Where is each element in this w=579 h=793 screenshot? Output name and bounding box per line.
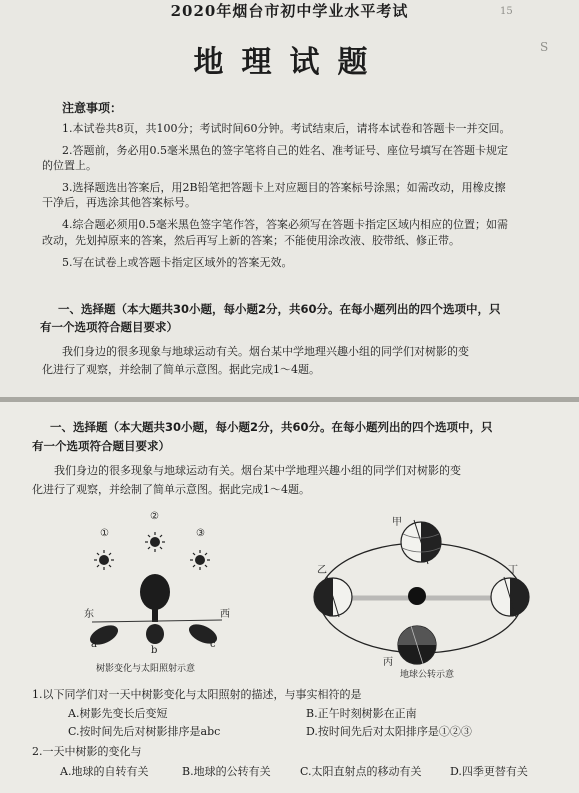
note-3-line-1: 3.选择题选出答案后，用2B铅笔把答题卡上对应题目的答案标号涂黑；如需改动，用橡皮擦 — [62, 181, 506, 194]
question-1-option-a: A.树影先变长后变短 — [68, 707, 168, 720]
question-2-option-c: C.太阳直射点的移动有关 — [300, 765, 422, 778]
bleed-through-text: S — [540, 40, 549, 54]
exam-page-bottom — [0, 402, 579, 793]
sun-label-1: ① — [100, 528, 109, 539]
east-label: 东 — [84, 609, 94, 620]
intro-line-1: 我们身边的很多现象与地球运动有关。烟台某中学地理兴趣小组的同学们对树影的变 — [62, 345, 469, 358]
bleed-through-text: 15 — [500, 6, 513, 17]
notes-heading: 注意事项： — [62, 101, 123, 115]
figure-earth-orbit — [314, 520, 529, 664]
question-1-stem: 1.以下同学们对一天中树影变化与太阳照射的描述，与事实相符的是 — [32, 688, 362, 701]
shadow-label-a: a — [91, 639, 97, 650]
question-1-option-d: D.按时间先后对太阳排序是①②③ — [306, 725, 472, 738]
sun-icon — [408, 587, 426, 605]
orbit-label-bing: 丙 — [383, 657, 393, 668]
west-label: 西 — [220, 609, 230, 620]
section-heading-line-2: 有一个选项符合题目要求） — [32, 439, 170, 453]
sun-icon — [94, 550, 114, 570]
note-5: 5.写在试卷上或答题卡指定区域外的答案无效。 — [62, 256, 293, 269]
figure-caption-tree: 树影变化与太阳照射示意 — [96, 664, 196, 674]
note-4-line-2: 改动，先划掉原来的答案，然后再写上新的答案；不能使用涂改液、胶带纸、修正带。 — [42, 234, 460, 247]
note-1: 1.本试卷共8页，共100分；考试时间60分钟。考试结束后，请将本试卷和答题卡一并交回。 — [62, 122, 511, 135]
note-4-line-1: 4.综合题必须用0.5毫米黑色签字笔作答，答案必须写在答题卡指定区域内相应的位置；如需 — [62, 218, 508, 231]
question-2-option-a: A.地球的自转有关 — [60, 765, 149, 778]
section-heading-line-2: 有一个选项符合题目要求） — [40, 320, 178, 334]
shadow-b — [146, 624, 164, 644]
shadow-label-c: c — [210, 639, 216, 650]
intro-line-2: 化进行了观察，并绘制了简单示意图。据此完成1～4题。 — [32, 483, 310, 496]
sun-icon — [190, 550, 210, 570]
question-1-option-c: C.按时间先后对树影排序是abc — [68, 725, 221, 738]
orbit-label-jia: 甲 — [392, 517, 402, 528]
orbit-label-ding: 丁 — [508, 565, 518, 576]
earth-icon — [491, 577, 529, 617]
earth-icon — [401, 520, 441, 564]
exam-title: 2020年烟台市初中学业水平考试 — [170, 2, 409, 20]
section-heading-line-1: 一、选择题（本大题共30小题，每小题2分，共60分。在每小题列出的四个选项中，只 — [58, 302, 501, 316]
intro-line-2: 化进行了观察，并绘制了简单示意图。据此完成1～4题。 — [42, 363, 320, 376]
exam-subject: 地理试题 — [193, 45, 386, 80]
question-2-option-d: D.四季更替有关 — [450, 765, 528, 778]
orbit-label-yi: 乙 — [317, 565, 327, 576]
question-2-option-b: B.地球的公转有关 — [182, 765, 271, 778]
shadow-label-b: b — [151, 645, 158, 656]
question-2-stem: 2.一天中树影的变化与 — [32, 745, 142, 758]
question-1-option-b: B.正午时刻树影在正南 — [306, 707, 417, 720]
earth-icon — [314, 577, 352, 617]
intro-line-1: 我们身边的很多现象与地球运动有关。烟台某中学地理兴趣小组的同学们对树影的变 — [54, 464, 461, 477]
note-2-line-2: 的位置上。 — [42, 159, 97, 172]
sun-icon — [145, 532, 165, 552]
tree-icon — [140, 574, 170, 622]
earth-icon — [398, 626, 436, 664]
sun-label-2: ② — [150, 511, 159, 522]
figure-caption-orbit: 地球公转示意 — [400, 670, 455, 680]
note-2-line-1: 2.答题前，务必用0.5毫米黑色的签字笔将自己的姓名、准考证号、座位号填写在答题卡规定 — [62, 144, 508, 157]
sun-label-3: ③ — [196, 528, 205, 539]
section-heading-line-1: 一、选择题（本大题共30小题，每小题2分，共60分。在每小题列出的四个选项中，只 — [50, 420, 493, 434]
note-3-line-2: 干净后，再选涂其他答案标号。 — [42, 196, 196, 209]
